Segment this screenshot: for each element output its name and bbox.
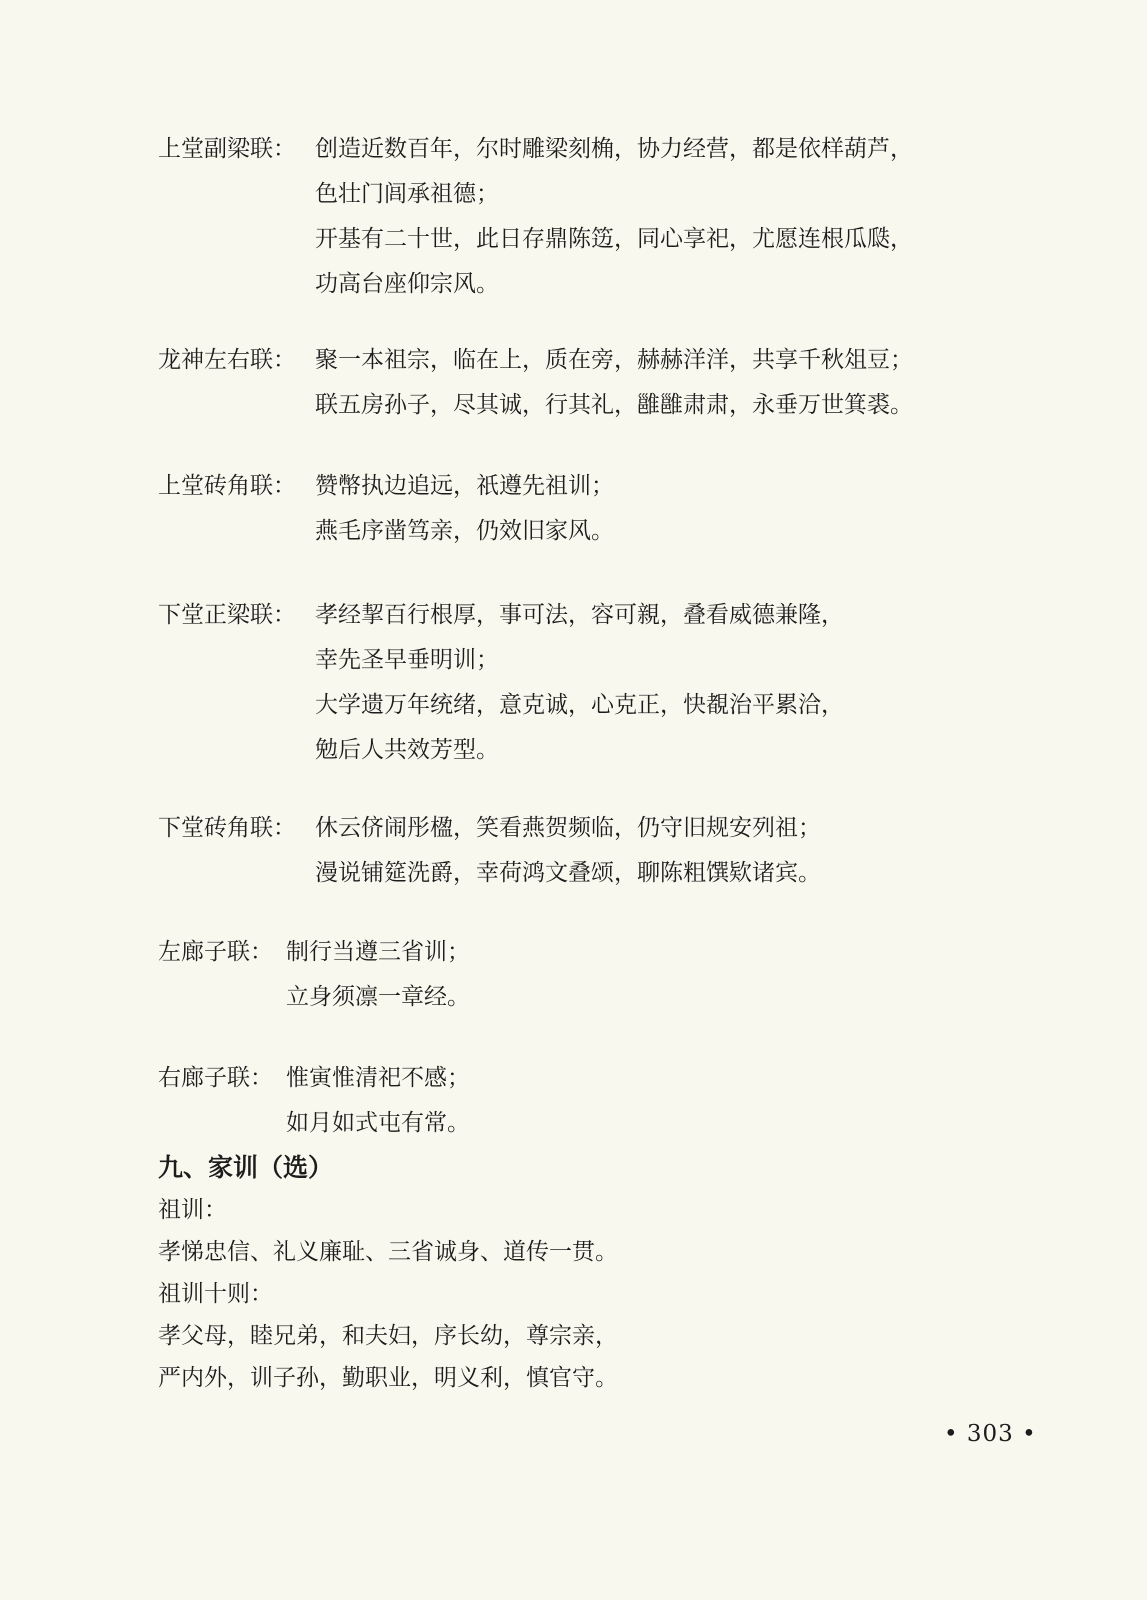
couplet-label: 上堂砖角联：: [158, 473, 296, 499]
couplet-line: 勉后人共效芳型。: [315, 737, 499, 763]
couplet-line: 功高台座仰宗风。: [315, 271, 499, 297]
couplet-zuo-langzi: [158, 930, 1038, 1020]
couplet-label: 右廊子联：: [158, 1065, 273, 1091]
couplet-line: 燕毛序凿笃亲，仍效旧家风。: [315, 518, 614, 544]
couplet-line: 立身须凛一章经。: [286, 984, 470, 1010]
couplet-line: 制行当遵三省训；: [286, 939, 470, 965]
section-heading: 九、家训（选）: [158, 1153, 334, 1182]
zuxun-shize-line: 严内外，训子孙，勤职业，明义利，慎官守。: [158, 1365, 618, 1391]
page-number: • 303 •: [944, 1421, 1037, 1447]
zuxun-label: 祖训：: [158, 1197, 227, 1223]
couplet-xiatang-zhengliang: [158, 593, 1038, 773]
zuxun-text: 孝悌忠信、礼义廉耻、三省诚身、道传一贯。: [158, 1239, 618, 1265]
couplet-shangtang-zhuanjiao: [158, 464, 1038, 554]
zuxun-shize-line: 孝父母，睦兄弟，和夫妇，序长幼，尊宗亲，: [158, 1323, 618, 1349]
couplet-line: 赞幣执边追远，祇遵先祖训；: [315, 473, 614, 499]
couplet-longshen-zuoyou: [158, 338, 1038, 428]
couplet-line: 大学遗万年统绪，意克诚，心克正，快覩治平累洽，: [315, 692, 844, 718]
couplet-line: 开基有二十世，此日存鼎陈笾，同心享祀，尤愿连根瓜瓞，: [315, 226, 913, 252]
couplet-shangtang-fuliang: [158, 127, 1038, 307]
couplet-line: 休云侪闹彤楹，笑看燕贺频临，仍守旧规安列祖；: [315, 815, 821, 841]
couplet-line: 色壮门闾承祖德；: [315, 181, 499, 207]
couplet-label: 下堂正梁联：: [158, 602, 296, 628]
couplet-line: 联五房孙子，尽其诚，行其礼，雝雝肃肃，永垂万世箕裘。: [315, 392, 913, 418]
couplet-line: 孝经挈百行根厚，事可法，容可親，叠看威德兼隆，: [315, 602, 844, 628]
couplet-you-langzi: [158, 1056, 1038, 1146]
couplet-label: 龙神左右联：: [158, 347, 296, 373]
couplet-xiatang-zhuanjiao: [158, 806, 1038, 896]
couplet-label: 下堂砖角联：: [158, 815, 296, 841]
couplet-line: 惟寅惟清祀不感；: [286, 1065, 470, 1091]
couplet-line: 如月如式屯有常。: [286, 1110, 470, 1136]
couplet-label: 左廊子联：: [158, 939, 273, 965]
couplet-line: 幸先圣早垂明训；: [315, 647, 499, 673]
zuxun-shize-label: 祖训十则：: [158, 1281, 273, 1307]
couplet-line: 聚一本祖宗，临在上，质在旁，赫赫洋洋，共享千秋俎豆；: [315, 347, 913, 373]
couplet-label: 上堂副梁联：: [158, 136, 296, 162]
couplet-line: 创造近数百年，尔时雕梁刻桷，协力经营，都是依样葫芦，: [315, 136, 913, 162]
couplet-line: 漫说铺筵洗爵，幸荷鸿文叠颂，聊陈粗馔欵诸宾。: [315, 860, 821, 886]
